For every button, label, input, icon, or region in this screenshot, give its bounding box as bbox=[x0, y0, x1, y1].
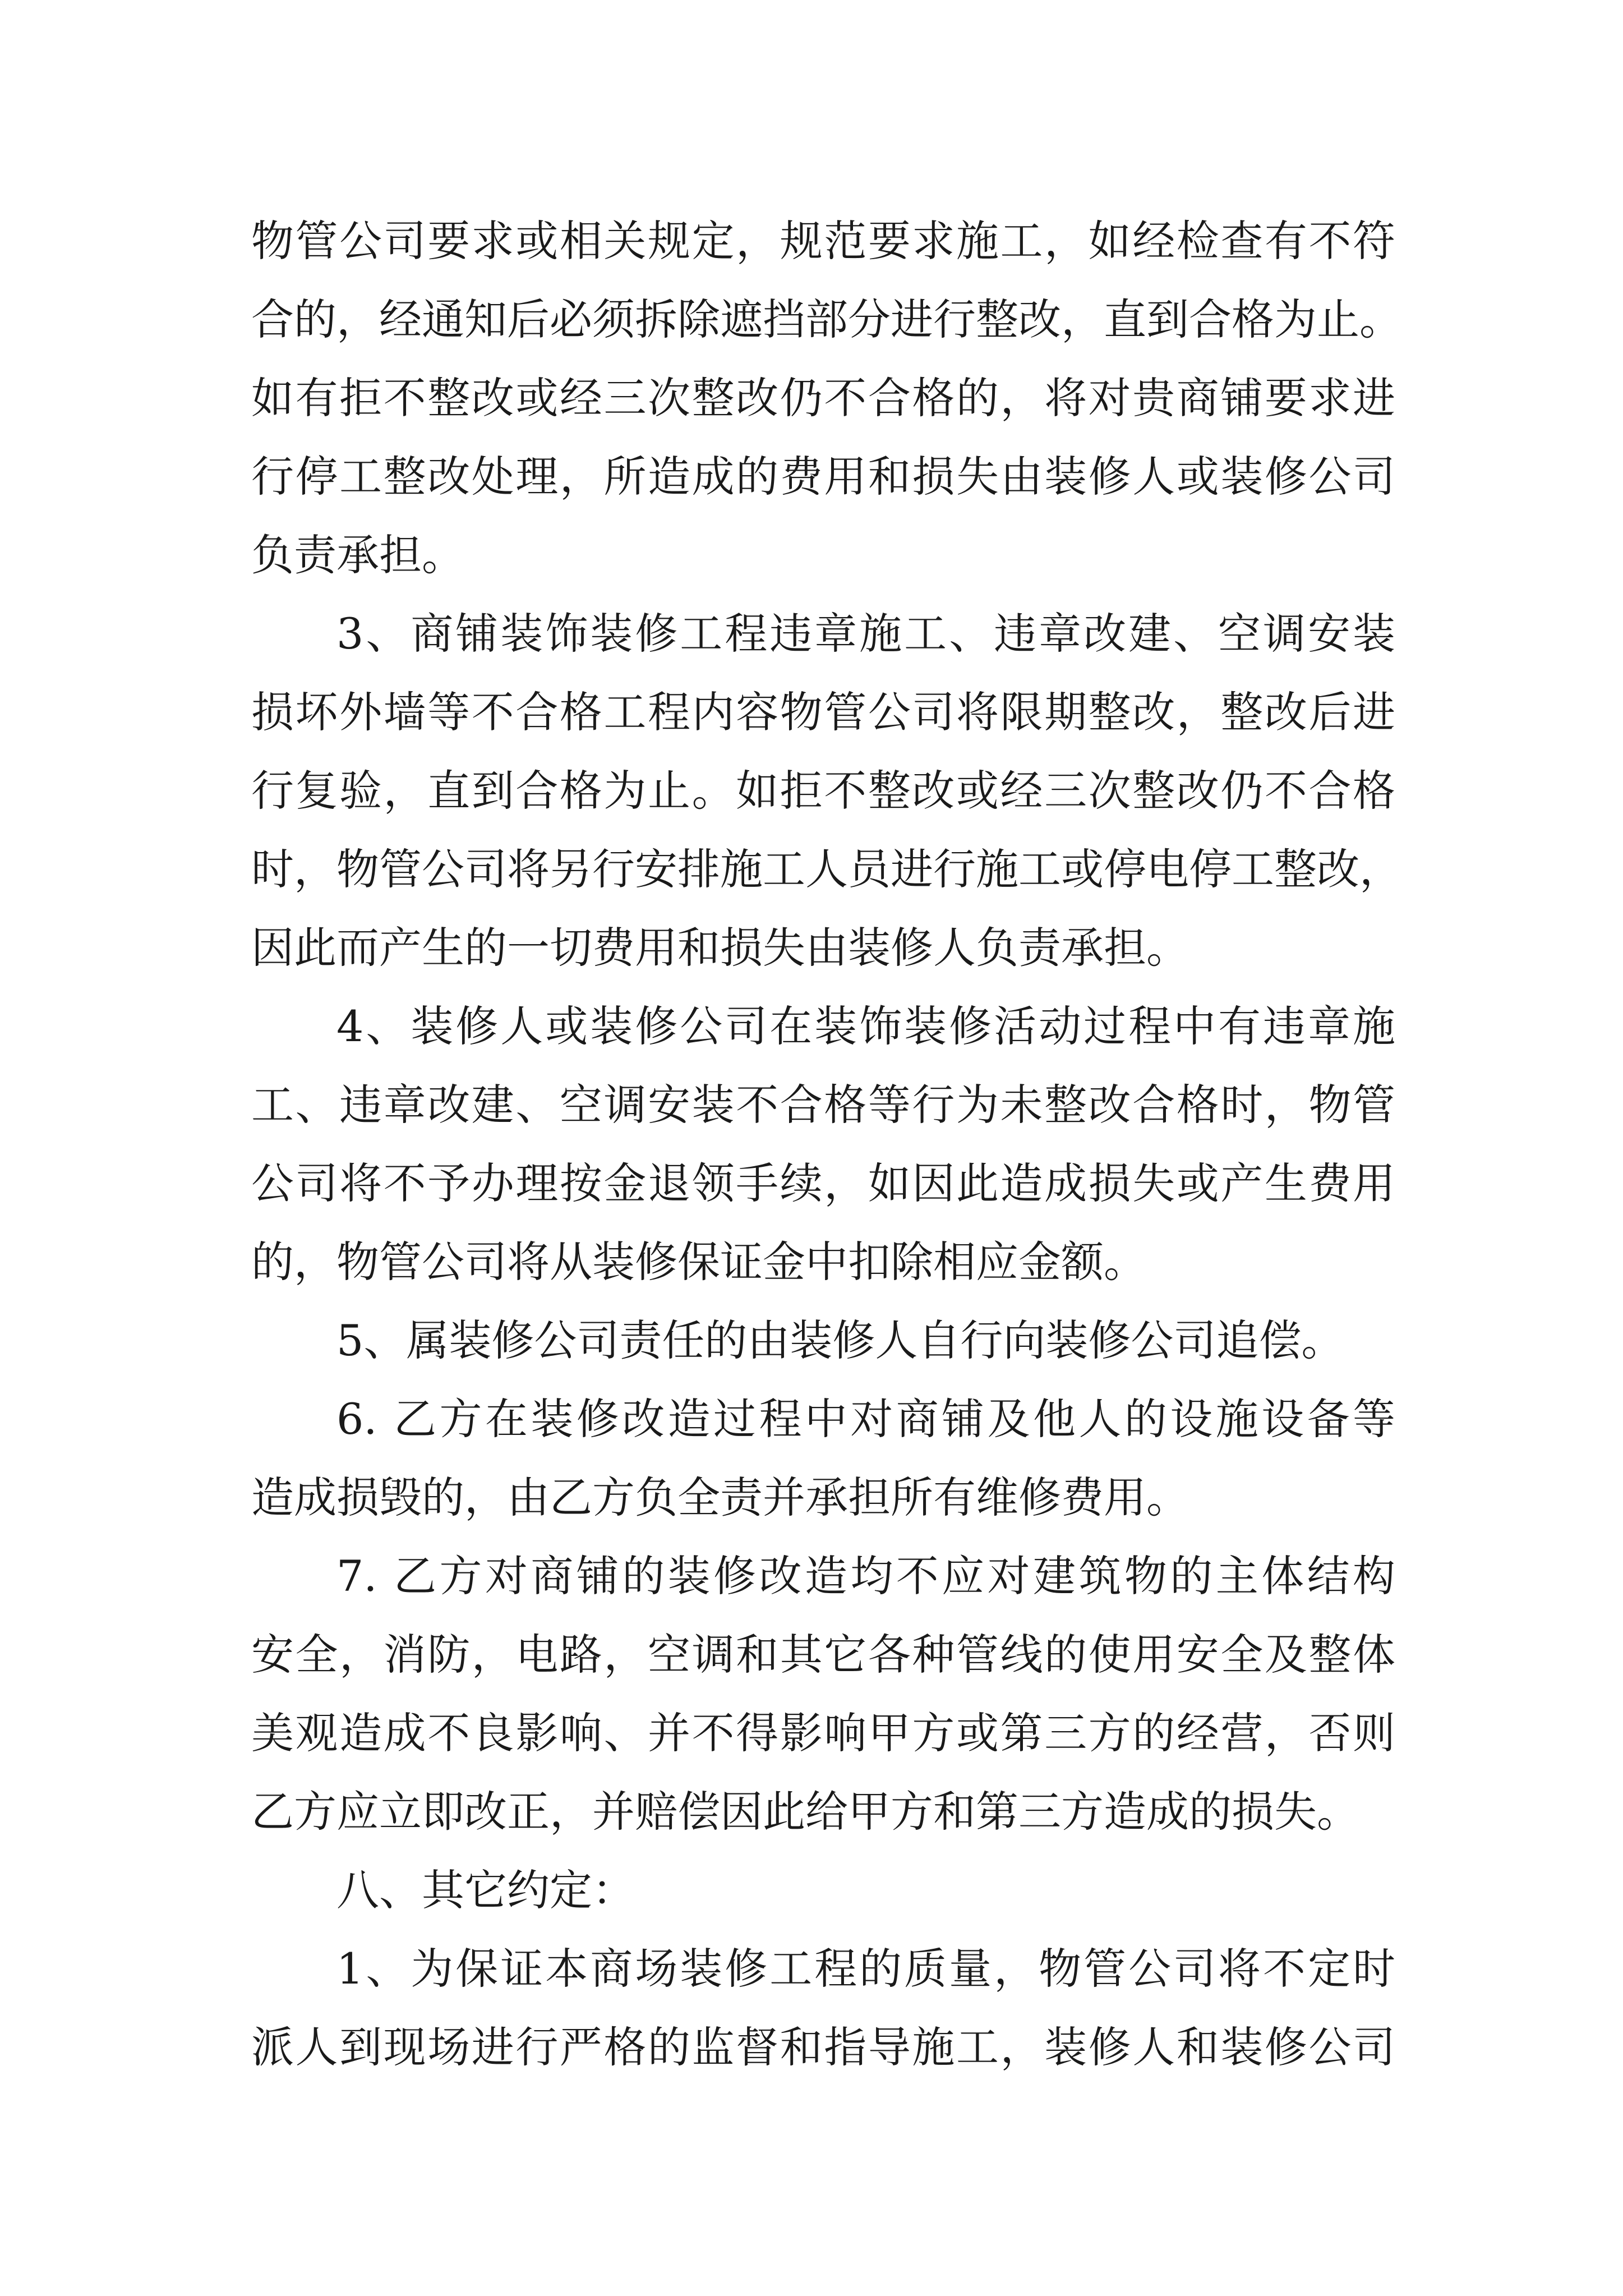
text-line: 合的，经通知后必须拆除遮挡部分进行整改，直到合格为止。 bbox=[251, 295, 1402, 344]
text-line: 物管公司要求或相关规定，规范要求施工，如经检查有不符 bbox=[251, 216, 1395, 266]
text-line: 公司将不予办理按金退领手续，如因此造成损失或产生费用 bbox=[251, 1158, 1395, 1208]
text-line: 损坏外墙等不合格工程内容物管公司将限期整改，整改后进 bbox=[251, 687, 1395, 737]
text-line: 如有拒不整改或经三次整改仍不合格的，将对贵商铺要求进 bbox=[251, 373, 1395, 423]
text-line: 的，物管公司将从装修保证金中扣除相应金额。 bbox=[251, 1237, 1146, 1287]
text-line: 时，物管公司将另行安排施工人员进行施工或停电停工整改， bbox=[251, 844, 1402, 894]
text-line: 美观造成不良影响、并不得影响甲方或第三方的经营，否则 bbox=[251, 1708, 1395, 1758]
text-line: 因此而产生的一切费用和损失由装修人负责承担。 bbox=[251, 923, 1189, 973]
text-line: 行停工整改处理，所造成的费用和损失由装修人或装修公司 bbox=[251, 452, 1395, 501]
text-line: 6. 乙方在装修改造过程中对商铺及他人的设施设备等 bbox=[336, 1394, 1395, 1444]
document-body bbox=[251, 202, 1402, 2087]
text-line: 7. 乙方对商铺的装修改造均不应对建筑物的主体结构 bbox=[336, 1551, 1395, 1601]
text-line: 1、为保证本商场装修工程的质量，物管公司将不定时 bbox=[336, 1944, 1395, 1994]
text-line: 造成损毁的，由乙方负全责并承担所有维修费用。 bbox=[251, 1473, 1189, 1522]
text-line: 八、其它约定： bbox=[336, 1865, 635, 1915]
text-line: 负责承担。 bbox=[251, 530, 464, 580]
text-line: 4、装修人或装修公司在装饰装修活动过程中有违章施 bbox=[336, 1001, 1395, 1051]
text-line: 工、违章改建、空调安装不合格等行为未整改合格时，物管 bbox=[251, 1080, 1395, 1130]
text-line: 5、属装修公司责任的由装修人自行向装修公司追偿。 bbox=[336, 1315, 1344, 1365]
text-line: 3、商铺装饰装修工程违章施工、违章改建、空调安装 bbox=[336, 609, 1395, 659]
text-line: 派人到现场进行严格的监督和指导施工，装修人和装修公司 bbox=[251, 2022, 1395, 2072]
text-line: 乙方应立即改正，并赔偿因此给甲方和第三方造成的损失。 bbox=[251, 1787, 1359, 1837]
text-line: 行复验，直到合格为止。如拒不整改或经三次整改仍不合格 bbox=[251, 766, 1395, 816]
text-line: 安全，消防，电路，空调和其它各种管线的使用安全及整体 bbox=[251, 1630, 1395, 1680]
